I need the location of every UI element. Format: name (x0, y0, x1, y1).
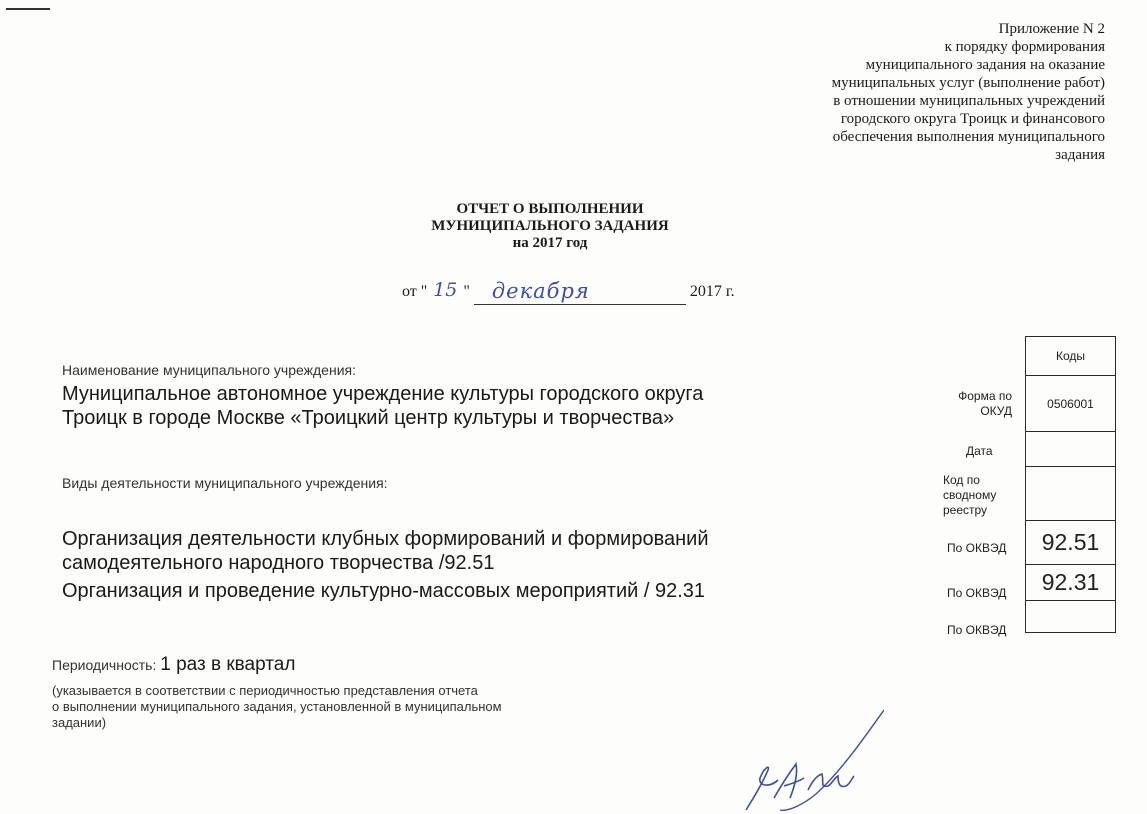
appendix-line: муниципального задания на оказание (865, 57, 1105, 73)
appendix-header (832, 20, 1105, 164)
codes-header: Коды (1026, 337, 1116, 376)
codes-row (1026, 376, 1116, 432)
codes-row (1026, 601, 1116, 633)
appendix-line: задания (1055, 147, 1105, 163)
appendix-line: муниципальных услуг (выполнение работ) (831, 75, 1105, 91)
periodicity-note-line: о выполнении муниципального задания, установленной в муниципальном (52, 699, 502, 714)
periodicity-value: 1 раз в квартал (160, 654, 296, 675)
institution-label: Наименование муниципального учреждения: (62, 362, 356, 378)
codes-table (1025, 336, 1116, 633)
okved-code-value-2: 92.31 (1026, 565, 1116, 601)
codes-row-label-okved-1: По ОКВЭД (947, 541, 1007, 555)
activity-line-1: Организация деятельности клубных формирований и формирований (62, 528, 709, 550)
codes-row (1026, 432, 1116, 467)
date-month-blank (474, 281, 686, 305)
date-month-handwritten: декабря (491, 279, 590, 303)
periodicity-note (52, 683, 502, 731)
codes-row-label-registry: Код по сводному реестру (943, 473, 997, 517)
codes-row (1026, 467, 1116, 521)
date-year: 2017 г. (689, 283, 735, 300)
appendix-line: обеспечения выполнения муниципального (832, 129, 1105, 145)
handwritten-signature-icon (724, 698, 884, 814)
institution-name-line-1: Муниципальное автономное учреждение культуры городского округа (62, 383, 704, 405)
activity-line-2: самодеятельного народного творчества /92.51 (62, 552, 495, 574)
periodicity-note-line: (указывается в соответствии с периодичностью представления отчета (52, 683, 478, 698)
date-close-quote: " (463, 283, 470, 300)
codes-row-label-okud: Форма по ОКУД (958, 389, 1012, 418)
codes-row-label-okved-2: По ОКВЭД (947, 586, 1007, 600)
report-date (402, 279, 735, 303)
date-code-value (1026, 432, 1116, 467)
scan-margin-mark (6, 8, 50, 10)
date-prefix: от " (402, 283, 428, 300)
report-title (380, 201, 720, 252)
periodicity-note-line: задании) (52, 715, 107, 730)
codes-row-label-date: Дата (966, 444, 993, 458)
title-year: на 2017 год (512, 235, 588, 251)
appendix-line: Приложение N 2 (998, 21, 1105, 37)
okved-code-value-1: 92.51 (1026, 521, 1116, 565)
appendix-line: к порядку формирования (944, 39, 1105, 55)
periodicity (52, 654, 295, 676)
title-line-2: МУНИЦИПАЛЬНОГО ЗАДАНИЯ (431, 218, 669, 234)
activity-line-3: Организация и проведение культурно-массовых мероприятий / 92.31 (62, 580, 706, 602)
appendix-line: городского округа Троицк и финансового (840, 111, 1105, 127)
periodicity-label: Периодичность: (52, 657, 161, 673)
title-line-1: ОТЧЕТ О ВЫПОЛНЕНИИ (456, 201, 644, 217)
okved-code-value-3 (1026, 601, 1116, 633)
codes-header-row (1026, 337, 1116, 376)
appendix-line: в отношении муниципальных учреждений (833, 93, 1105, 109)
activities-label: Виды деятельности муниципального учреждения: (62, 475, 388, 491)
codes-row (1026, 565, 1116, 601)
codes-row (1026, 521, 1116, 565)
institution-name-line-2: Троицк в городе Москве «Троицкий центр культуры и творчества» (62, 407, 675, 429)
date-day-handwritten: 15 (433, 279, 458, 301)
registry-code-value (1026, 467, 1116, 521)
codes-row-label-okved-3: По ОКВЭД (947, 623, 1007, 637)
okud-code-value: 0506001 (1026, 376, 1116, 432)
